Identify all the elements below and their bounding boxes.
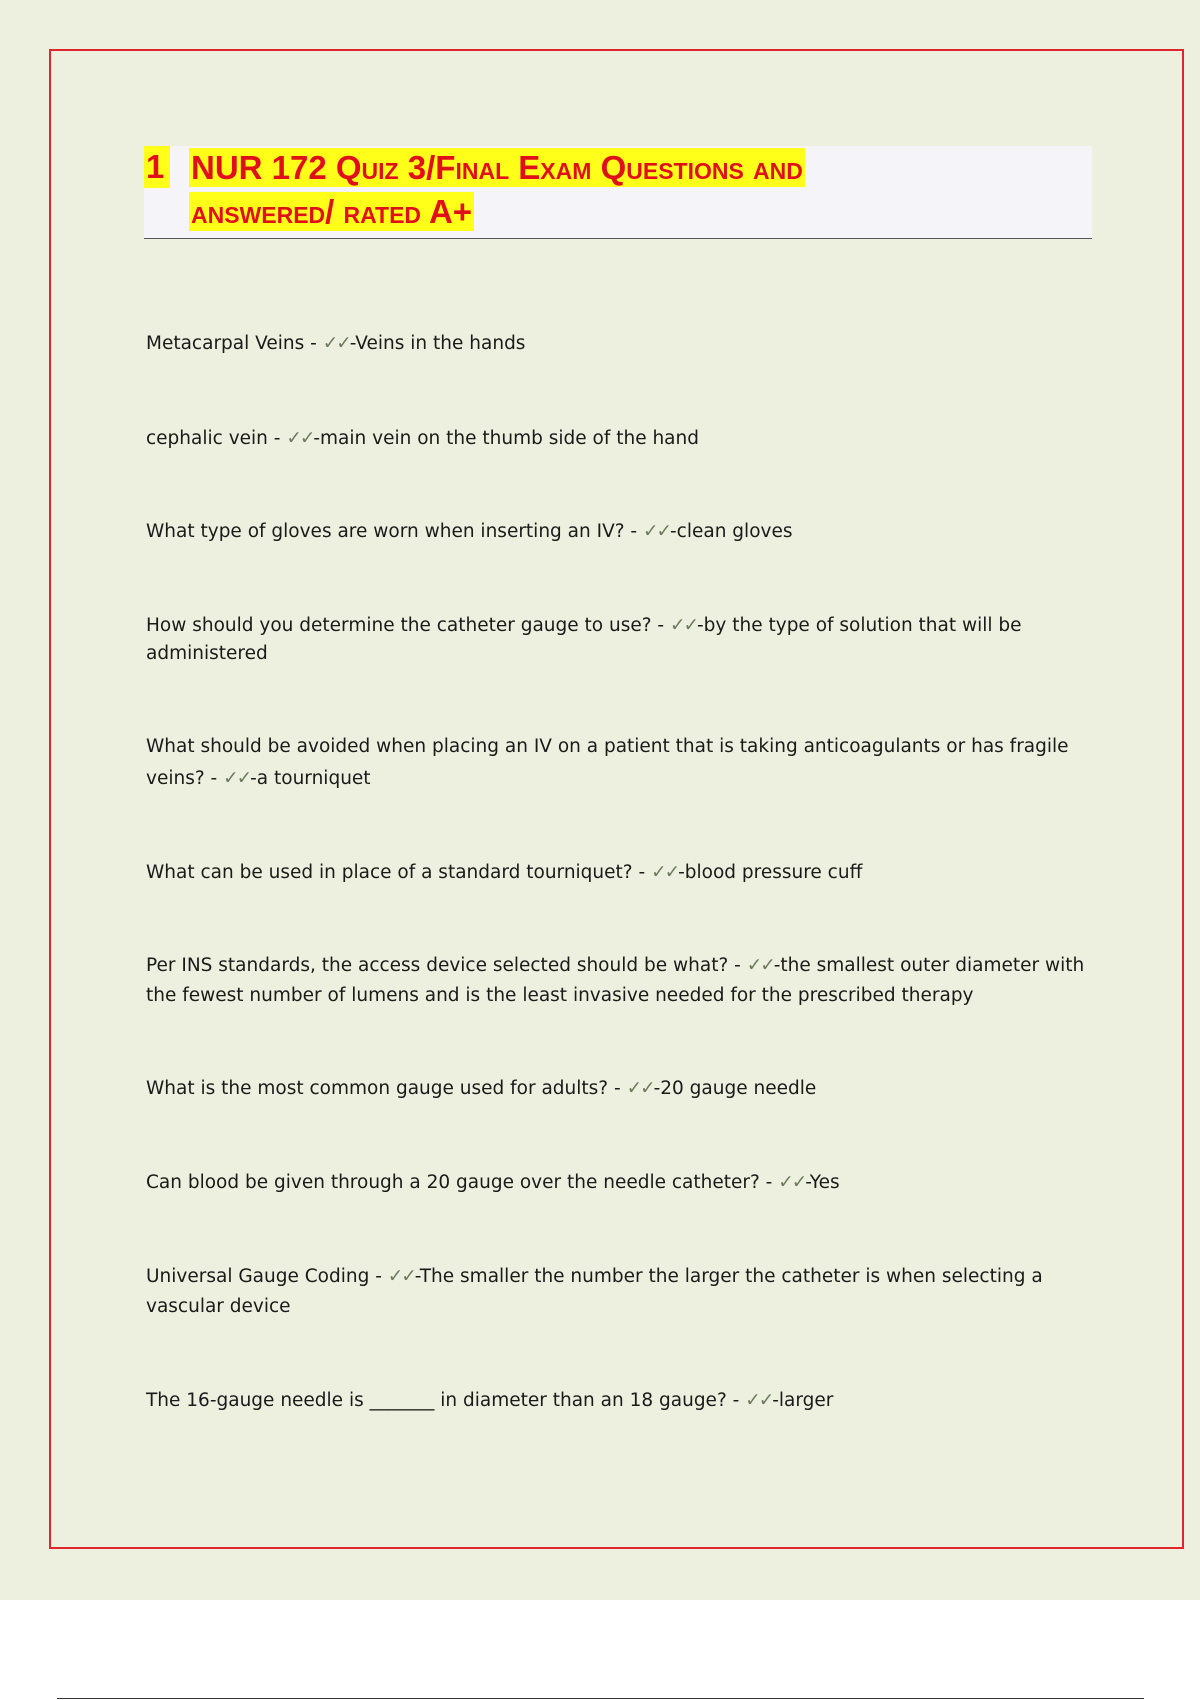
qa-item: [146, 731, 1086, 795]
answer-text: -blood pressure cuff: [678, 862, 863, 883]
answer-text: -The smaller the number the larger the catheter is when selecting a vascular device: [146, 1266, 1043, 1317]
answer-text: -clean gloves: [670, 521, 793, 542]
heading-number: 1: [144, 146, 170, 188]
qa-item: [146, 951, 1086, 1011]
separator: -: [369, 1266, 388, 1287]
page-title-text: NUR 172 Quiz 3/Final Exam Questions and answered/ rated A+: [191, 149, 803, 230]
question-text: Can blood be given through a 20 gauge over the needle catheter?: [146, 1172, 760, 1193]
answer-text: -20 gauge needle: [653, 1078, 817, 1099]
question-text: How should you determine the catheter gauge to use?: [146, 615, 652, 636]
double-check-icon: ✓✓: [286, 428, 314, 449]
question-text: The 16-gauge needle is _______ in diameter than an 18 gauge?: [146, 1390, 727, 1411]
double-check-icon: ✓✓: [626, 1078, 654, 1099]
question-text: Universal Gauge Coding: [146, 1266, 370, 1287]
answer-text: -main vein on the thumb side of the hand: [313, 428, 699, 449]
separator: -: [632, 862, 652, 883]
double-check-icon: ✓✓: [651, 862, 679, 883]
qa-item: [146, 1262, 1086, 1322]
separator: -: [726, 1390, 746, 1411]
double-check-icon: ✓✓: [387, 1266, 415, 1287]
separator: -: [608, 1078, 627, 1099]
answer-text: -Yes: [805, 1172, 840, 1193]
question-text: Metacarpal Veins: [146, 333, 305, 354]
double-check-icon: ✓✓: [642, 521, 670, 542]
qa-item: [146, 329, 1086, 359]
qa-item: [146, 1386, 1086, 1416]
answer-text: -larger: [772, 1390, 834, 1411]
question-text: What is the most common gauge used for adults?: [146, 1078, 609, 1099]
separator: -: [304, 333, 323, 354]
page-title: [189, 146, 909, 234]
answer-text: -the smallest outer diameter with the fewest number of lumens and is the least invasive needed for the prescribed therapy: [146, 955, 1085, 1006]
qa-item: [146, 612, 1086, 668]
qa-item: [146, 1074, 1086, 1104]
qa-item: [146, 424, 1086, 454]
footer-divider: [57, 1698, 1144, 1699]
qa-item: [146, 1168, 1086, 1198]
question-text: What type of gloves are worn when inserting an IV?: [146, 521, 625, 542]
separator: -: [267, 428, 287, 449]
question-text: Per INS standards, the access device selected should be what?: [146, 955, 729, 976]
double-check-icon: ✓✓: [669, 615, 697, 636]
qa-item: [146, 517, 1086, 547]
separator: -: [728, 955, 747, 976]
double-check-icon: ✓✓: [223, 768, 251, 789]
question-text: What should be avoided when placing an IV on a patient that is taking anticoagulants or has fragile veins?: [146, 736, 1069, 789]
double-check-icon: ✓✓: [746, 955, 774, 976]
answer-text: -Veins in the hands: [349, 333, 526, 354]
separator: -: [759, 1172, 779, 1193]
page-border: [49, 49, 1184, 1549]
answer-text: -by the type of solution that will be administered: [146, 615, 1022, 664]
separator: -: [651, 615, 670, 636]
double-check-icon: ✓✓: [322, 333, 350, 354]
separator: -: [204, 768, 224, 789]
answer-text: -a tourniquet: [250, 768, 371, 789]
double-check-icon: ✓✓: [778, 1172, 806, 1193]
double-check-icon: ✓✓: [745, 1390, 773, 1411]
qa-item: [146, 858, 1086, 888]
separator: -: [624, 521, 643, 542]
question-text: What can be used in place of a standard tourniquet?: [146, 862, 633, 883]
question-text: cephalic vein: [146, 428, 268, 449]
